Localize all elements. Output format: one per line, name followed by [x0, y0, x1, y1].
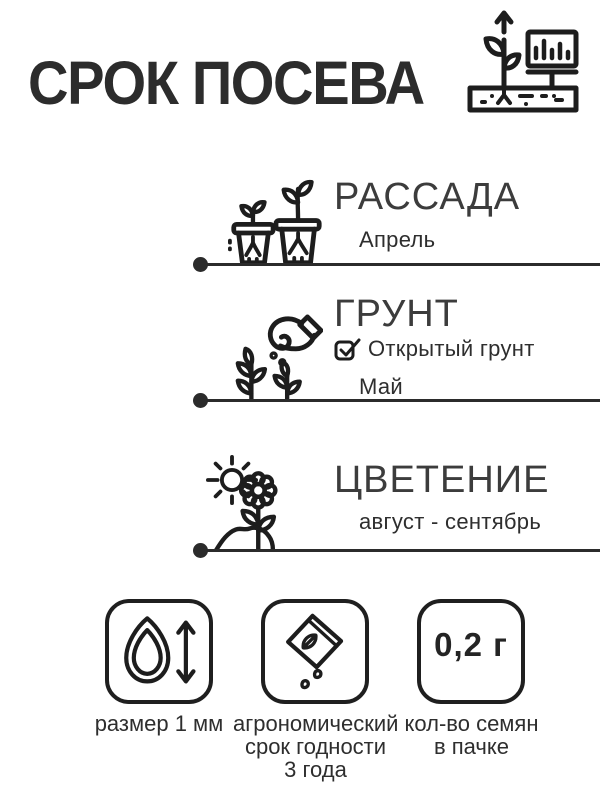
info-caption-quantity — [394, 712, 549, 758]
caption-line: агрономический — [233, 711, 399, 736]
seed-packet-icon — [273, 610, 357, 694]
section-heading-cvetenie: ЦВЕТЕНИЕ — [334, 459, 550, 501]
page-title: СРОК ПОСЕВА — [28, 49, 424, 117]
checkbox-label: Открытый грунт — [368, 336, 535, 361]
info-card-seed-size — [105, 599, 213, 704]
caption-line: 3 года — [284, 757, 347, 782]
caption-line: кол-во семян — [404, 711, 539, 736]
caption-line: срок годности — [244, 734, 387, 759]
caption-line: размер 1 мм — [94, 711, 224, 736]
section-period-grunt: Май — [359, 374, 403, 399]
seed-size-icon — [117, 610, 201, 694]
info-card-shelf-life — [261, 599, 369, 704]
seed-weight-value: 0,2 г — [434, 625, 508, 663]
section-heading-rassada: РАССАДА — [334, 176, 521, 218]
caption-line: в пачке — [433, 734, 510, 759]
section-heading-grunt: ГРУНТ — [334, 293, 459, 335]
section-period-rassada: Апрель — [359, 227, 436, 252]
info-card-quantity — [417, 599, 525, 704]
info-caption-shelf-life — [233, 712, 398, 781]
section-period-cvetenie: август - сентябрь — [359, 509, 542, 534]
info-caption-seed-size — [84, 712, 234, 735]
